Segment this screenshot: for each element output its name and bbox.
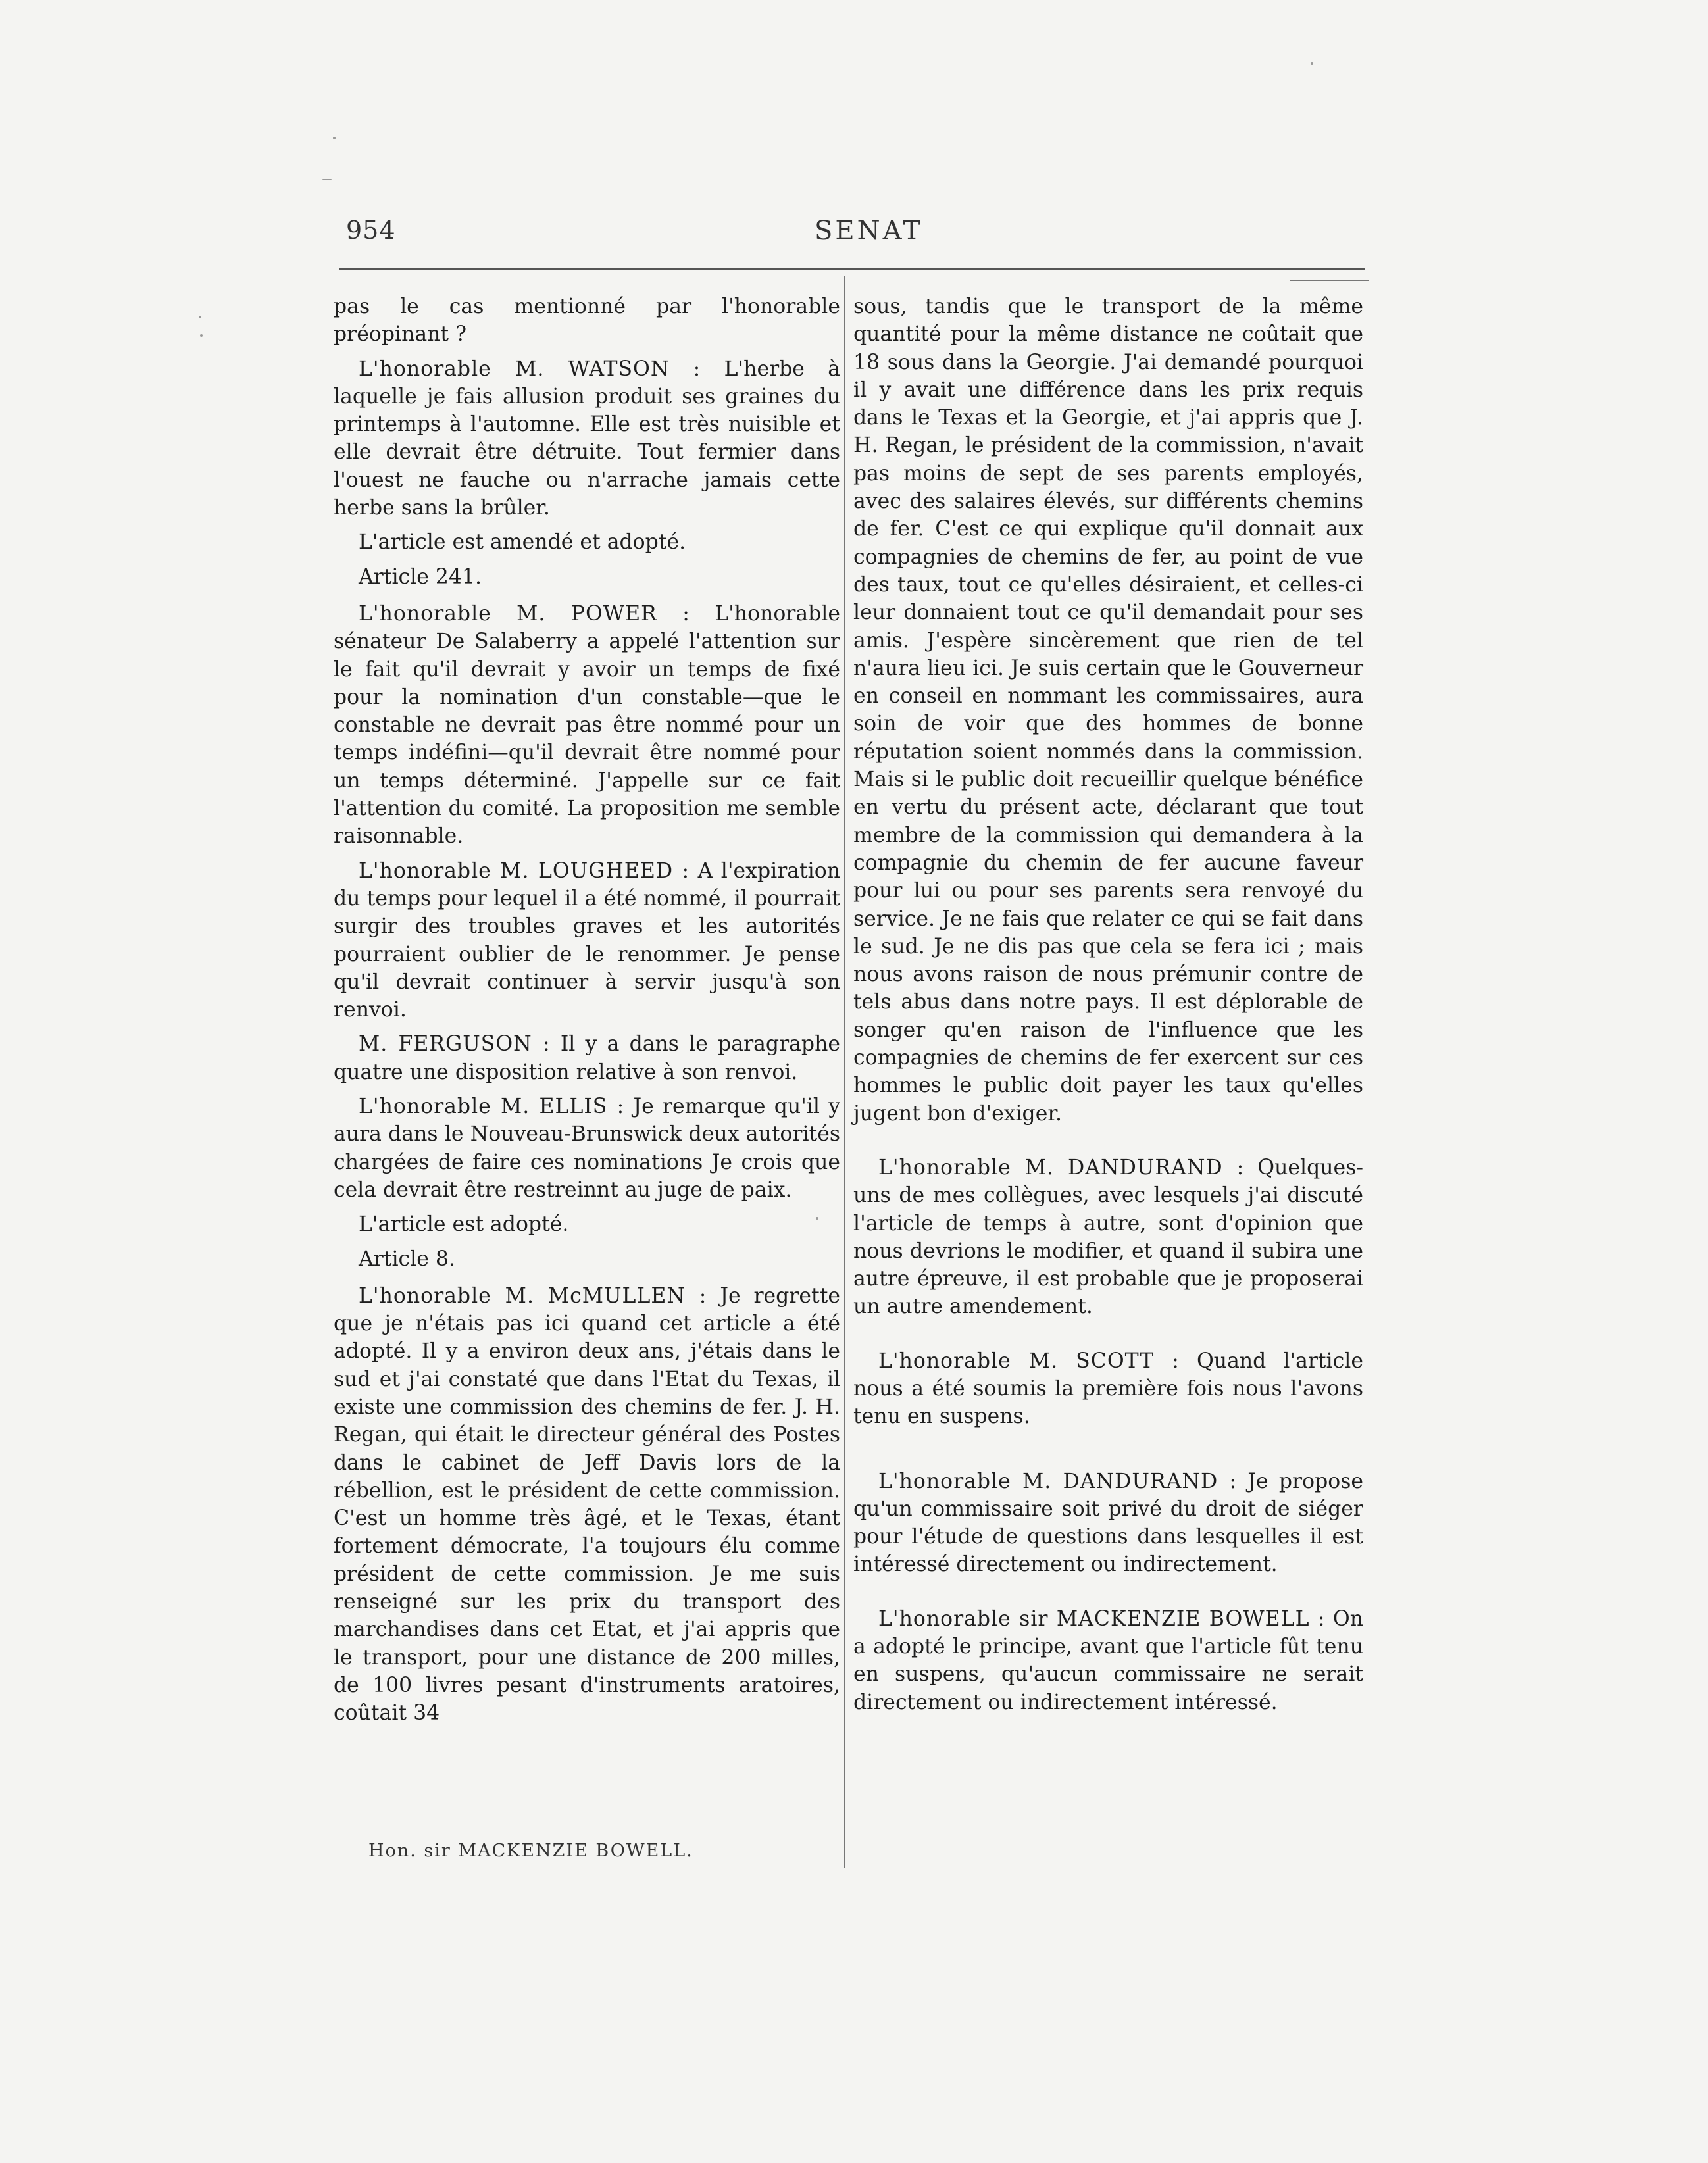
header-rule — [339, 268, 1365, 270]
paragraph-text: L'herbe à laquelle je fais allusion produit ses graines du printemps à l'automne. Elle est très nuisible et elle devrait être détruite. Tout fermier dans l'ouest ne fauche ou n'arrache jamais cette herbe sans la brûler. — [334, 357, 840, 520]
header-rule-short — [1290, 280, 1369, 281]
paragraph-text: Je regrette que je n'étais pas ici quand cet article a été adopté. Il y a environ deux ans, j'étais dans le sud et j'ai constaté que dans l'Etat du Texas, il existe une commission des chemins de fer. J. H. Regan, qui était le directeur général des Postes dans le cabinet de Jeff Davis lors de la rébellion, est le président de cette commission. C'est un homme très âgé, et le Texas, étant fortement démocrate, l'a toujours élu comme président de cette commission. Je me suis renseigné sur les prix du transport des marchandises dans cet Etat, et j'ai appris que le transport, pour une distance de 200 milles, de 100 livres pesant d'instruments aratoires, coûtait 34 — [334, 1283, 841, 1726]
speaker: M. FERGUSON : — [359, 1032, 551, 1057]
page-number: 954 — [346, 216, 396, 245]
speaker: L'honorable sir MACKENZIE BOWELL : — [878, 1606, 1326, 1631]
footer-catchword: Hon. sir MACKENZIE BOWELL. — [368, 1841, 693, 1861]
paragraph-text: Je propose qu'un commissaire soit privé du droit de siéger pour l'étude de questions dans lesquelles il est intéressé directement ou indirectement. — [853, 1469, 1364, 1577]
paragraph — [853, 293, 1363, 1128]
paragraph-text: pas le cas mentionné par l'honorable préopinant ? — [334, 295, 840, 347]
article-number: Article 241. — [359, 564, 482, 589]
paragraph — [334, 293, 840, 349]
paragraph — [334, 600, 840, 851]
paragraph — [334, 1093, 840, 1204]
column-divider — [844, 276, 845, 1868]
speaker: L'honorable M. WATSON : — [359, 357, 701, 381]
paragraph — [334, 1210, 840, 1238]
paragraph — [334, 528, 840, 556]
paragraph — [334, 857, 840, 1024]
paragraph-text: L'article est adopté. — [359, 1212, 569, 1237]
speaker: L'honorable M. DANDURAND : — [878, 1155, 1245, 1180]
paragraph — [334, 355, 840, 522]
article-heading — [334, 1245, 840, 1273]
right-column — [853, 293, 1363, 1723]
paragraph-text: Je remarque qu'il y aura dans le Nouveau-Brunswick deux autorités chargées de faire ces nominations Je crois que cela devrait être restreinnt au juge de paix. — [334, 1095, 840, 1202]
speaker: L'honorable M. McMULLEN : — [359, 1283, 707, 1308]
paragraph — [853, 1347, 1363, 1431]
paragraph — [853, 1468, 1363, 1579]
paragraph — [853, 1154, 1363, 1321]
paragraph-text: Quand l'article nous a été soumis la première fois nous l'avons tenu en suspens. — [853, 1349, 1363, 1429]
running-head: SENAT — [815, 216, 923, 246]
article-heading — [334, 563, 840, 591]
speaker: L'honorable M. POWER : — [359, 601, 690, 626]
article-number: Article 8. — [359, 1247, 455, 1271]
paragraph-text: Quelques-uns de mes collègues, avec lesquels j'ai discuté l'article de temps à autre, sont d'opinion que nous devrions le modifier, et quand il subira une autre épreuve, il est probable que je proposerai un autre amendement. — [853, 1155, 1363, 1319]
paragraph-text: A l'expiration du temps pour lequel il a été nommé, il pourrait surgir des troubles graves et les autorités pourraient oublier de le renommer. Je pense qu'il devrait continuer à servir jusqu'à son renvoi. — [334, 858, 841, 1022]
speaker: L'honorable M. DANDURAND : — [878, 1469, 1238, 1493]
paragraph-text: L'article est amendé et adopté. — [359, 530, 686, 555]
paragraph-text: Il y a dans le paragraphe quatre une disposition relative à son renvoi. — [334, 1032, 841, 1084]
speaker: L'honorable M. LOUGHEED : — [359, 858, 690, 883]
paragraph — [334, 1030, 840, 1086]
paragraph-text: L'honorable sénateur De Salaberry a appelé l'attention sur le fait qu'il devrait y avoir un temps de fixé pour la nomination d'un constable—que le constable ne devrait pas être nommé pour un temps indéfini—qu'il devrait être nommé pour un temps déterminé. J'appelle sur ce fait l'attention du comité. La proposition me semble raisonnable. — [334, 601, 841, 849]
paragraph — [853, 1605, 1363, 1716]
left-column — [334, 293, 840, 1734]
paragraph-text: sous, tandis que le transport de la même quantité pour la même distance ne coûtait que 18 sous dans la Georgie. J'ai demandé pourquoi il y avait une différence dans les prix requis dans le Texas et la Georgie, et j'ai appris que J. H. Regan, le président de la commission, n'avait pas moins de sept de ses parents employés, avec des salaires élevés, sur différents chemins de fer. C'est ce qui explique qu'il donnait aux compagnies de chemins de fer, au point de vue des taux, tout ce qu'elles désiraient, et celles-ci leur donnaient tout ce qu'il demandait pour ses amis. J'espère sincèrement que rien de tel n'aura lieu ici. Je suis certain que le Gouverneur en conseil en nommant les commissaires, aura soin de voir que des hommes de bonne réputation soient nommés dans la commission. Mais si le public doit recueillir quelque bénéfice en vertu du présent acte, déclarant que tout membre de la commission qui demandera à la compagnie du chemin de fer aucune faveur pour lui ou pour ses parents sera renvoyé du service. Je ne fais que relater ce qui se fait dans le sud. Je ne dis pas que cela se fera ici ; mais nous avons raison de nous prémunir contre de tels abus dans notre pays. Il est déplorable de songer qu'en raison de l'influence que les compagnies de chemins de fer exercent sur ces hommes le public doit payer les taux qu'elles jugent bon d'exiger. — [853, 295, 1363, 1126]
paragraph — [334, 1282, 840, 1728]
speaker: L'honorable M. SCOTT : — [878, 1349, 1180, 1373]
paragraph-text: On a adopté le principe, avant que l'article fût tenu en suspens, qu'aucun commissaire ne serait directement ou indirectement intéressé. — [853, 1606, 1364, 1714]
speaker: L'honorable M. ELLIS : — [359, 1095, 625, 1119]
